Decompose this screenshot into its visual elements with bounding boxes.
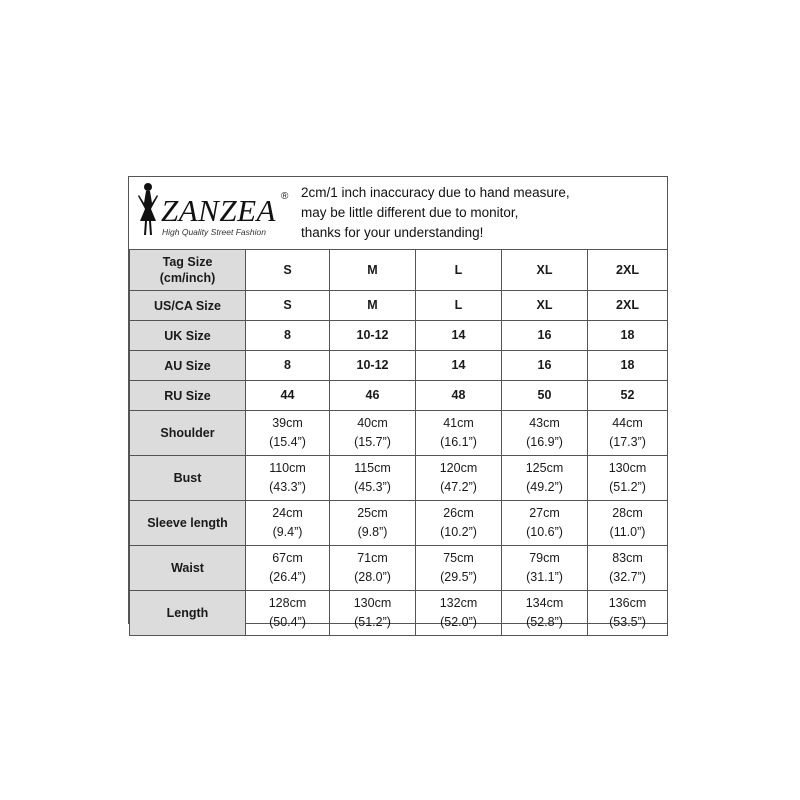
size-chart-header [129,177,667,250]
cell-value: 41cm [443,416,474,430]
cell-value: (32.7”) [609,570,646,584]
cell-value: (50.4”) [269,615,306,629]
table-cell [416,291,502,321]
row-header [130,381,246,411]
cell-value: 16 [537,328,552,342]
cell-value: (16.9”) [526,435,563,449]
table-cell [330,411,416,456]
cell-value: 83cm [612,551,643,565]
cell-value: 44cm [612,416,643,430]
table-cell [588,456,668,501]
table-cell [246,321,330,351]
cell-value: 2XL [616,298,639,312]
table-cell [588,321,668,351]
table-cell [246,291,330,321]
cell-value: 120cm [439,461,478,475]
table-cell [588,501,668,546]
cell-value: 18 [620,358,635,372]
table-row [130,411,668,456]
table-row [130,321,668,351]
table-cell [502,456,588,501]
note-line: 2cm/1 inch inaccuracy due to hand measure, [301,185,570,200]
table-cell [588,291,668,321]
cell-value: (9.8”) [357,525,388,539]
table-cell [502,501,588,546]
table-row [130,351,668,381]
row-header [130,250,246,291]
table-cell [502,250,588,291]
table-row [130,591,668,636]
cell-value: (31.1”) [526,570,563,584]
cell-value: 110cm [269,461,306,475]
cell-value: M [367,298,378,312]
cell-value: (52.0”) [440,615,477,629]
table-row [130,546,668,591]
table-cell [502,381,588,411]
table-cell [416,411,502,456]
table-cell [588,381,668,411]
table-cell [330,351,416,381]
row-header-label: Waist [171,561,204,575]
cell-value: 10-12 [356,328,389,342]
table-row [130,381,668,411]
cell-value: (11.0”) [609,525,646,539]
table-cell [416,591,502,636]
table-cell [246,546,330,591]
cell-value: 136cm [608,596,647,610]
cell-value: 130cm [353,596,392,610]
row-header-label: UK Size [164,328,211,343]
table-cell [416,546,502,591]
table-cell [330,321,416,351]
table-cell [502,321,588,351]
table-cell [588,351,668,381]
cell-value: (17.3”) [609,435,646,449]
note-line: may be little different due to monitor, [301,205,519,220]
cell-value: (10.6”) [526,525,563,539]
cell-value: 8 [284,328,291,342]
cell-value: (28.0”) [354,570,391,584]
row-header [130,321,246,351]
table-cell [330,250,416,291]
table-cell [588,250,668,291]
cell-value: 24cm [272,506,303,520]
cell-value: (29.5”) [440,570,477,584]
table-cell [416,351,502,381]
table-cell [246,381,330,411]
table-row [130,456,668,501]
cell-value: (53.5”) [609,615,646,629]
cell-value: 8 [284,358,291,372]
cell-value: 14 [451,328,466,342]
cell-value: 2XL [616,262,639,277]
cell-value: (49.2”) [526,480,563,494]
row-header [130,546,246,591]
cell-value: (51.2”) [354,615,391,629]
row-header-label: Sleeve length [147,516,228,530]
cell-value: (26.4”) [269,570,306,584]
table-cell [502,351,588,381]
cell-value: 16 [537,358,552,372]
row-header [130,591,246,636]
cell-value: 128cm [268,596,307,610]
brand-logo [133,181,293,241]
cell-value: 130cm [608,461,647,475]
cell-value: (45.3”) [354,480,391,494]
cell-value: XL [536,298,553,312]
table-cell [588,591,668,636]
row-header [130,411,246,456]
cell-value: 39cm [272,416,303,430]
cell-value: 48 [451,388,466,402]
table-cell [330,591,416,636]
cell-value: 115cm [354,461,391,475]
cell-value: 52 [620,388,635,402]
cell-value: 125cm [525,461,564,475]
row-header [130,456,246,501]
cell-value: 26cm [443,506,474,520]
row-header-label: Length [166,606,209,620]
cell-value: (16.1”) [440,435,477,449]
table-cell [416,501,502,546]
size-table [129,249,668,636]
table-cell [416,321,502,351]
cell-value: 40cm [357,416,388,430]
brand-name: ZANZEA [161,193,276,228]
cell-value: S [283,262,292,277]
table-row [130,250,668,291]
row-header-label: Tag Size [162,255,213,269]
row-header-label: RU Size [164,388,211,403]
measurement-note [301,183,570,243]
table-cell [502,411,588,456]
table-cell [330,546,416,591]
cell-value: (52.8”) [526,615,563,629]
table-cell [330,291,416,321]
table-cell [246,250,330,291]
table-cell [330,381,416,411]
cell-value: 71cm [357,551,388,565]
row-header-label: Bust [173,471,202,485]
size-chart [128,176,668,629]
table-cell [246,456,330,501]
note-line: thanks for your understanding! [301,225,484,240]
cell-value: 10-12 [356,358,389,372]
woman-silhouette-icon [135,181,161,239]
row-header [130,291,246,321]
table-row [130,501,668,546]
cell-value: S [283,298,292,312]
table-cell [246,501,330,546]
table-cell [502,291,588,321]
cell-value: 50 [537,388,552,402]
cell-value: (15.7”) [354,435,391,449]
table-cell [246,351,330,381]
brand-tagline: High Quality Street Fashion [162,227,266,237]
registered-mark: ® [281,191,289,202]
cell-value: L [454,298,463,312]
cell-value: (10.2”) [440,525,477,539]
cell-value: 75cm [443,551,474,565]
cell-value: 18 [620,328,635,342]
cell-value: 134cm [525,596,564,610]
cell-value: (43.3”) [269,480,306,494]
table-cell [502,546,588,591]
row-header-label: (cm/inch) [159,271,216,285]
cell-value: (15.4”) [269,435,306,449]
cell-value: (51.2”) [609,480,646,494]
table-cell [246,591,330,636]
table-cell [416,250,502,291]
cell-value: M [367,262,378,277]
cell-value: 79cm [529,551,560,565]
row-header [130,501,246,546]
row-header [130,351,246,381]
cell-value: 43cm [529,416,560,430]
cell-value: 44 [280,388,295,402]
cell-value: L [454,262,463,277]
table-cell [588,546,668,591]
table-row [130,291,668,321]
table-cell [502,591,588,636]
table-cell [416,456,502,501]
cell-value: 67cm [272,551,303,565]
cell-value: (9.4”) [272,525,303,539]
table-cell [330,501,416,546]
cell-value: 28cm [612,506,643,520]
row-header-label: Shoulder [160,426,215,440]
row-header-label: US/CA Size [154,298,221,313]
cell-value: 25cm [357,506,388,520]
cell-value: XL [536,262,553,277]
cell-value: 132cm [439,596,478,610]
row-header-label: AU Size [164,358,211,373]
cell-value: 14 [451,358,466,372]
table-cell [246,411,330,456]
cell-value: 46 [365,388,380,402]
table-cell [588,411,668,456]
table-cell [416,381,502,411]
cell-value: (47.2”) [440,480,477,494]
cell-value: 27cm [529,506,560,520]
table-cell [330,456,416,501]
